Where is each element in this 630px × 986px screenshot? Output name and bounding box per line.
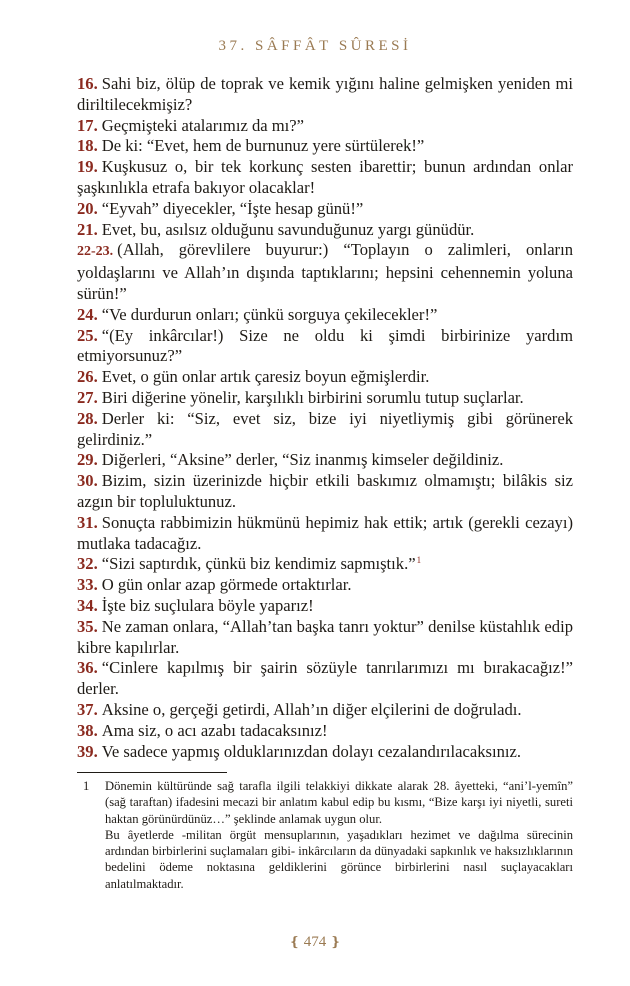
verse-number: 39. [77, 741, 98, 761]
verse [77, 367, 573, 388]
verse [77, 199, 573, 220]
verse-text: İşte biz suçlulara böyle yaparız! [101, 595, 314, 615]
verse-text: Diğerleri, “Aksine” derler, “Siz inanmış kimseler değildiniz. [101, 450, 504, 470]
verse [77, 700, 573, 721]
verse [77, 471, 573, 513]
verse-text: (Allah, görevlilere buyurur:) “Toplayın o zalimleri, onların yoldaşlarını ve Allah’ın dışında taptıklarını; hepsini cehennemin yoluna sürün!” [77, 240, 573, 303]
footnote-divider [77, 772, 227, 773]
verse-number: 25. [77, 325, 98, 345]
verse-number: 17. [77, 115, 98, 135]
verse-number: 16. [77, 74, 98, 93]
verse-text: De ki: “Evet, hem de burnunuz yere sürtülerek!” [101, 136, 425, 156]
verse-number: 24. [77, 304, 98, 324]
verse-number: 29. [77, 450, 98, 470]
verse [77, 596, 573, 617]
verse [77, 136, 573, 157]
verse-number: 38. [77, 720, 98, 740]
verse-number: 21. [77, 219, 98, 239]
page-header: 37. SÂFFÂT SÛRESİ [218, 38, 412, 54]
verse [77, 74, 573, 116]
verse-text: Biri diğerine yönelir, karşılıklı birbirini sorumlu tutup suçlarlar. [101, 387, 524, 407]
footnote-number: 1 [83, 779, 90, 793]
verse-text: Ama siz, o acı azabı tadacaksınız! [101, 720, 328, 740]
verse [77, 554, 573, 575]
verse-number: 34. [77, 595, 98, 615]
verse-text: Ve sadece yapmış olduklarınızdan dolayı cezalandırılacaksınız. [101, 741, 522, 761]
verse [77, 116, 573, 137]
verse [77, 721, 573, 742]
page-number-text: 474 [303, 934, 327, 950]
verse-text: Kuşkusuz o, bir tek korkunç sesten ibarettir; bunun ardından onlar şaşkınlıkla etrafa bakıyor olacaklar! [77, 157, 573, 197]
verse [77, 305, 573, 326]
verse-text: Evet, bu, asılsız olduğunu savunduğunuz yargı günüdür. [101, 219, 475, 239]
verse-text: Sahi biz, ölüp de toprak ve kemik yığını haline gelmişken yeniden mi diriltilecekmişiz? [77, 74, 573, 114]
verse-number: 18. [77, 136, 98, 156]
verse-text: Bizim, sizin üzerinizde hiçbir etkili baskımız olmamıştı; bilâkis siz azgın bir topluluktunuz. [77, 471, 573, 511]
verse-number: 19. [77, 157, 98, 177]
verse-number: 22-23. [77, 244, 114, 260]
verse [77, 326, 573, 368]
ornament-left-icon: ❴ [289, 934, 300, 949]
verse-number: 33. [77, 575, 98, 595]
verse-text: Evet, o gün onlar artık çaresiz boyun eğmişlerdir. [101, 367, 430, 387]
verse-text: Derler ki: “Siz, evet siz, bize iyi niyetliymiş gibi görünerek gelirdiniz.” [77, 408, 573, 449]
footnote [77, 778, 573, 892]
verse-number: 26. [77, 367, 98, 387]
verse-text: “Cinlere kapılmış bir şairin sözüyle tanrılarımızı mı bırakacağız!” derler. [77, 658, 573, 699]
verse-text: Sonuçta rabbimizin hükmünü hepimiz hak ettik; artık (gerekli cezayı) mutlaka tadacağız. [77, 512, 573, 553]
verse-text: Aksine o, gerçeği getirdi, Allah’ın diğer elçilerini de doğruladı. [101, 699, 522, 719]
verse-number: 27. [77, 387, 98, 407]
verse [77, 409, 573, 451]
footnote-paragraph: Bu âyetlerde -militan örgüt mensuplarının, yaşadıkları hezimet ve dağılma sürecinin ardından birbirlerini suçlamaları gibi- inkârcıların da dünyadaki sapkınlık ve haksızlıklarının bedelini ödeme noktasına geldiklerini görünce birbirlerini nasıl suçlayacakları anlatılmaktadır. [105, 827, 573, 891]
verse [77, 513, 573, 555]
verse [77, 742, 573, 763]
ornament-right-icon: ❵ [330, 934, 341, 949]
verse-text: Geçmişteki atalarımız da mı?” [101, 115, 305, 135]
verse-number: 35. [77, 616, 98, 636]
verse-text: “Ve durdurun onları; çünkü sorguya çekilecekler!” [101, 304, 438, 324]
verse-number: 36. [77, 658, 98, 678]
verse [77, 388, 573, 409]
verse [77, 157, 573, 199]
verse-number: 32. [77, 554, 98, 574]
verse [77, 450, 573, 471]
verse-text: “Eyvah” diyecekler, “İşte hesap günü!” [101, 198, 364, 218]
verse-text: “Sizi saptırdık, çünkü biz kendimiz sapmıştık.” [101, 554, 416, 574]
verse-number: 30. [77, 471, 98, 491]
verse [77, 220, 573, 241]
verse-number: 20. [77, 198, 98, 218]
verse-text: O gün onlar azap görmede ortaktırlar. [101, 575, 352, 595]
page-number [0, 934, 630, 951]
footnote-paragraph: Dönemin kültüründe sağ tarafla ilgili telakkiyi dikkate alarak 28. âyetteki, “ani’l-yemîn” (sağ taraftan) ifadesini mecazi bir anlatım kabul edip bu kısmı, “Bize karşı iyi niyetli, sureti haktan görünürdünüz…” şeklinde anlamak uygun olur. [105, 779, 573, 826]
verse-number: 28. [77, 408, 98, 428]
verse-number: 37. [77, 699, 98, 719]
verse-text: “(Ey inkârcılar!) Size ne oldu ki şimdi birbirinize yardım etmiyorsunuz?” [77, 325, 573, 366]
verse [77, 617, 573, 659]
verse [77, 575, 573, 596]
verse [77, 658, 573, 700]
verse-list [77, 74, 573, 762]
verse-number: 31. [77, 512, 98, 532]
footnote-reference[interactable]: 1 [416, 554, 422, 565]
verse-text: Ne zaman onlara, “Allah’tan başka tanrı yoktur” denilse küstahlık edip kibre kapılırlar. [77, 616, 573, 657]
verse [77, 240, 573, 304]
